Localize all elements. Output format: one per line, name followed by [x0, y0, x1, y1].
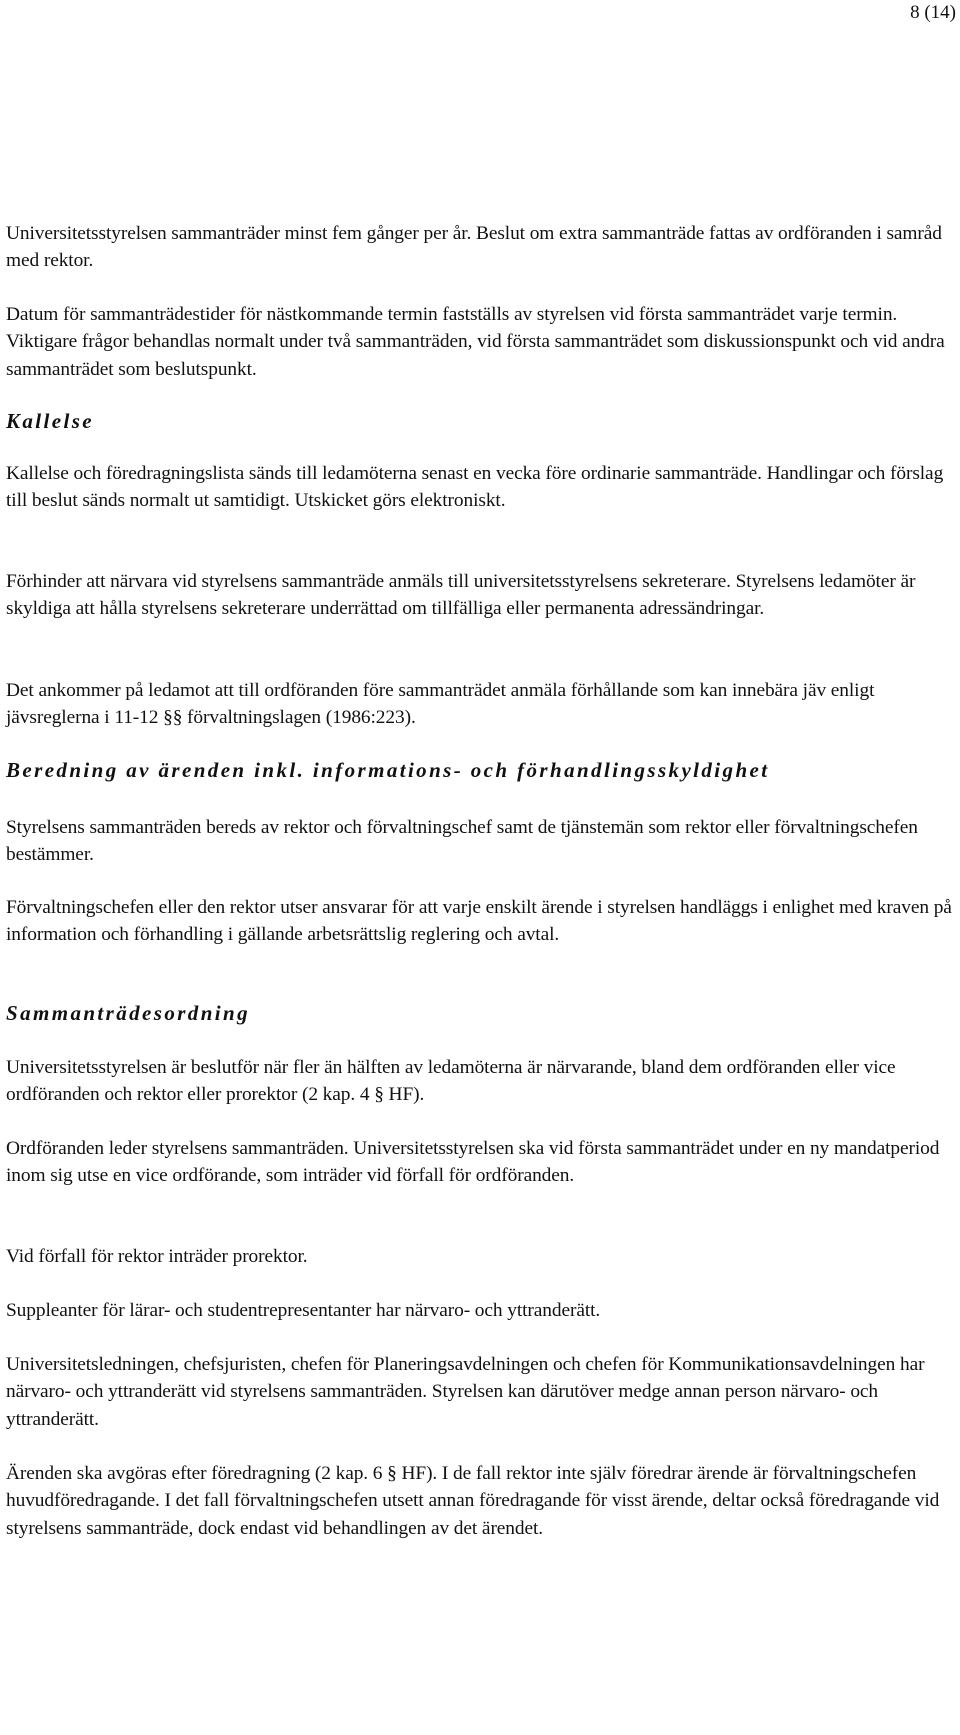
paragraph-suppleanter: Suppleanter för lärar- och studentrepresentanter har närvaro- och yttranderätt.: [6, 1300, 601, 1321]
paragraph-ordforanden: Ordföranden leder styrelsens sammanträden. Universitetsstyrelsen ska vid första sammanträdet under en ny mandatperiod inom sig utse en vice ordförande, som inträder vid förfall för ordföranden.: [6, 1138, 940, 1187]
heading-kallelse: Kallelse: [6, 409, 95, 433]
paragraph-forvaltningschef: Förvaltningschefen eller den rektor utser ansvarar för att varje enskilt ärende i styrelsen handläggs i enlighet med kraven på information och förhandling i gällande arbetsrättslig reglering och avtal.: [6, 897, 952, 946]
paragraph-kallelse: Kallelse och föredragningslista sänds till ledamöterna senast en vecka före ordinarie sammanträde. Handlingar och förslag till beslut sänds normalt ut samtidigt. Utskicket görs elektroniskt.: [6, 463, 944, 512]
paragraph-foredragning: Ärenden ska avgöras efter föredragning (2 kap. 6 § HF). I de fall rektor inte själv föredrar ärende är förvaltningschefen huvudföredragande. I det fall förvaltningschefen utsett annan föredragande för visst ärende, deltar också föredragande vid styrelsens sammanträde, dock endast vid behandlingen av det ärendet.: [6, 1463, 940, 1539]
paragraph-meeting-frequency: Universitetsstyrelsen sammanträder minst fem gånger per år. Beslut om extra sammanträde fattas av ordföranden i samråd med rektor.: [6, 223, 942, 272]
page-number: 8 (14): [910, 2, 956, 23]
heading-beredning: Beredning av ärenden inkl. informations- och förhandlingsskyldighet: [6, 758, 770, 782]
heading-sammantradesordning: Sammanträdesordning: [6, 1001, 250, 1025]
paragraph-jav: Det ankommer på ledamot att till ordföranden före sammanträdet anmäla förhållande som kan innebära jäv enligt jävsreglerna i 11-12 §§ förvaltningslagen (1986:223).: [6, 680, 875, 729]
paragraph-prorektor: Vid förfall för rektor inträder prorektor.: [6, 1246, 308, 1267]
paragraph-beredning: Styrelsens sammanträden bereds av rektor och förvaltningschef samt de tjänstemän som rektor eller förvaltningschefen bestämmer.: [6, 817, 918, 866]
paragraph-meeting-dates: Datum för sammanträdestider för nästkommande termin fastställs av styrelsen vid första sammanträdet varje termin. Viktigare frågor behandlas normalt under två sammanträden, vid första sammanträdet som diskussionspunkt och vid andra sammanträdet som beslutspunkt.: [6, 304, 945, 380]
paragraph-beslutfor: Universitetsstyrelsen är beslutför när fler än hälften av ledamöterna är närvarande, bland dem ordföranden eller vice ordföranden och rektor eller prorektor (2 kap. 4 § HF).: [6, 1057, 896, 1106]
paragraph-narvarorätt: Universitetsledningen, chefsjuristen, chefen för Planeringsavdelningen och chefen för Kommunikationsavdelningen har närvaro- och yttranderätt vid styrelsens sammanträden. Styrelsen kan därutöver medge annan person närvaro- och yttranderätt.: [6, 1354, 925, 1430]
paragraph-forhinder: Förhinder att närvara vid styrelsens sammanträde anmäls till universitetsstyrelsens sekreterare. Styrelsens ledamöter är skyldiga att hålla styrelsens sekreterare underrättad om tillfälliga eller permanenta adressändringar.: [6, 571, 916, 620]
